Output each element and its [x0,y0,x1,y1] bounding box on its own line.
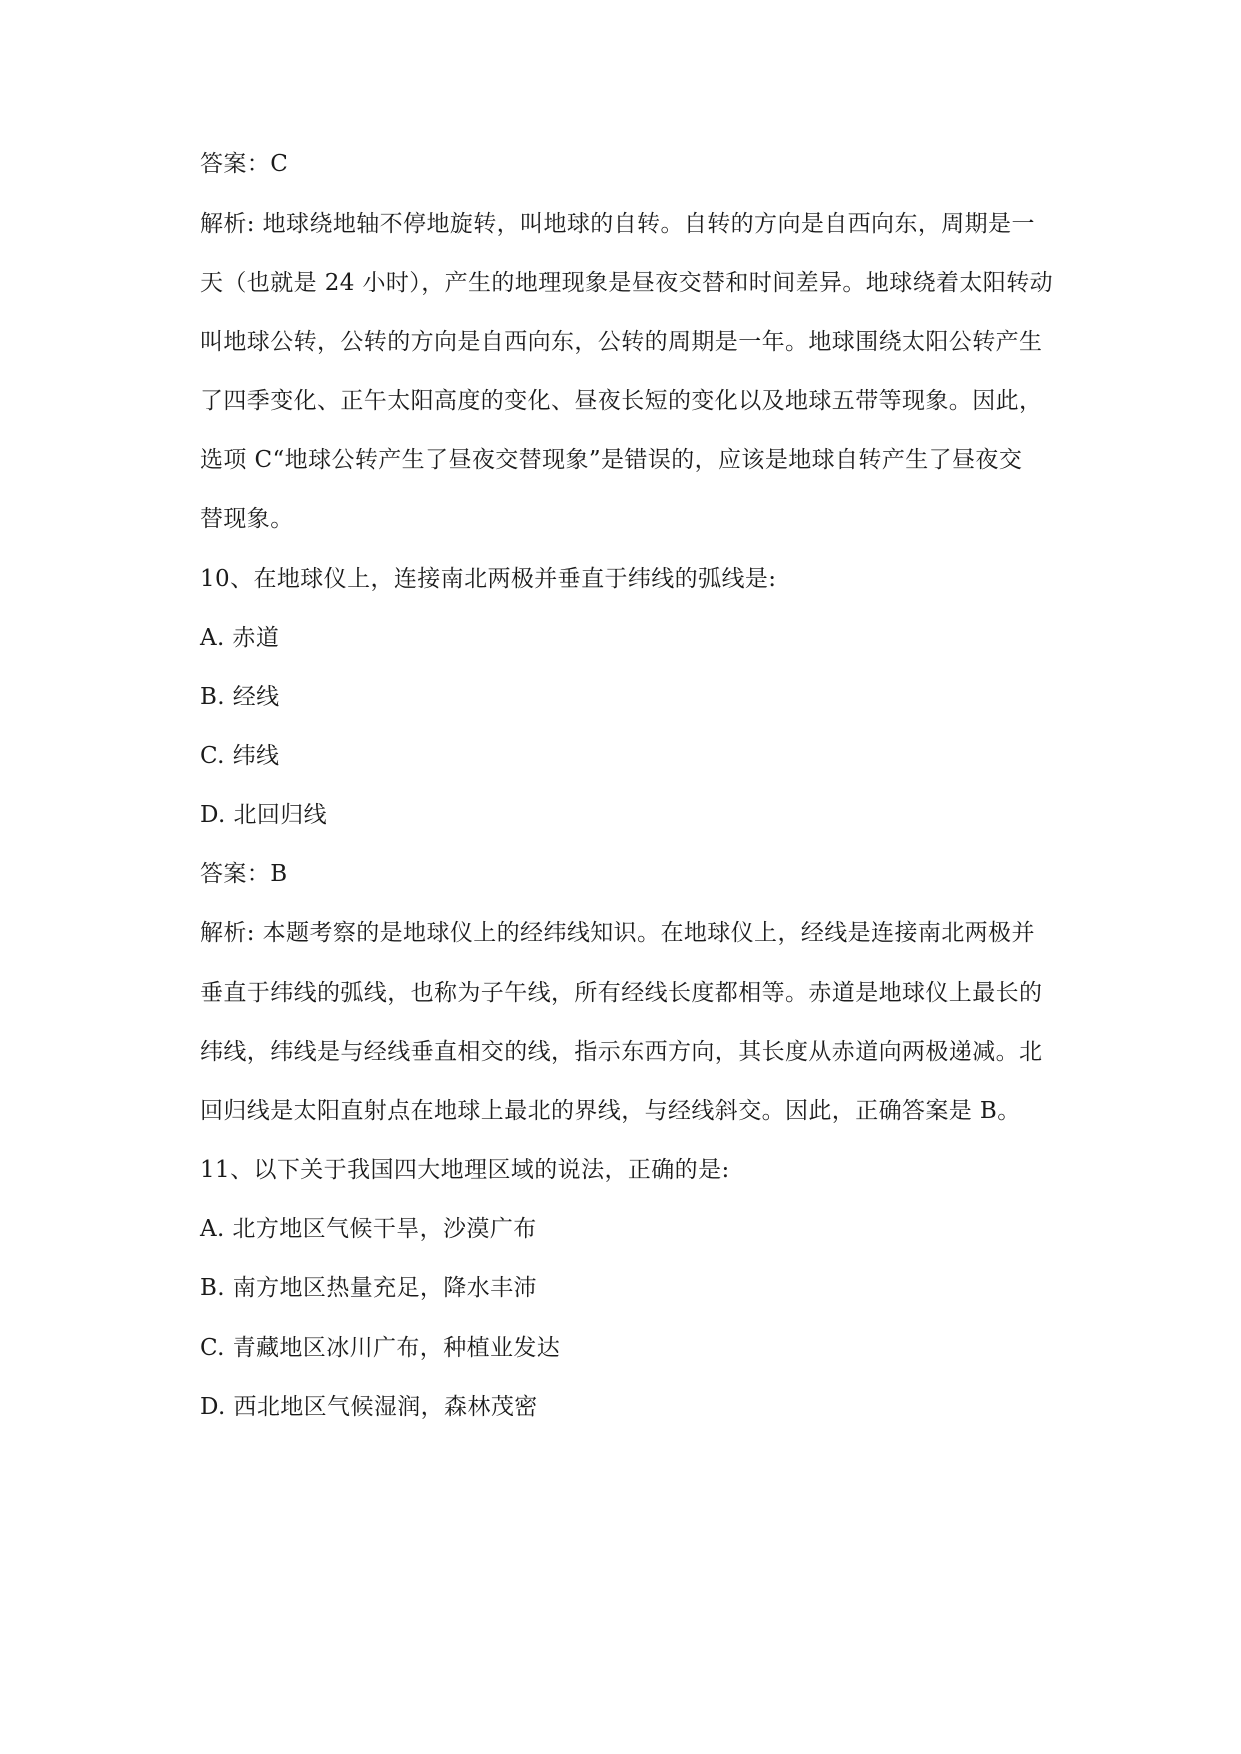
q9-analysis-line: 天（也就是 24 小时），产生的地理现象是昼夜交替和时间差异。地球绕着太阳转动 [200,270,1053,296]
q10-option-b: B. 经线 [200,684,280,710]
q11-option-b: B. 南方地区热量充足，降水丰沛 [200,1275,537,1301]
q10-option-a: A. 赤道 [200,625,280,651]
q10-analysis-line: 解析: 本题考察的是地球仪上的经纬线知识。在地球仪上，经线是连接南北两极并 [200,920,1035,946]
q11-option-a: A. 北方地区气候干旱，沙漠广布 [200,1216,537,1242]
q10-option-c: C. 纬线 [200,743,280,769]
q9-analysis-line: 替现象。 [200,506,294,532]
q9-analysis-line: 选项 C“地球公转产生了昼夜交替现象”是错误的，应该是地球自转产生了昼夜交 [200,447,1023,473]
q11-option-c: C. 青藏地区冰川广布，种植业发达 [200,1335,561,1361]
q11-option-d: D. 西北地区气候湿润，森林茂密 [200,1394,538,1420]
q10-answer: 答案：B [200,861,288,887]
q9-analysis-line: 叫地球公转，公转的方向是自西向东，公转的周期是一年。地球围绕太阳公转产生 [200,329,1043,355]
q9-answer: 答案：C [200,151,289,177]
q10-analysis-line: 纬线，纬线是与经线垂直相交的线，指示东西方向，其长度从赤道向两极递减。北 [200,1039,1043,1065]
q9-analysis-line: 了四季变化、正午太阳高度的变化、昼夜长短的变化以及地球五带等现象。因此， [200,388,1043,414]
q10-question: 10、在地球仪上，连接南北两极并垂直于纬线的弧线是: [200,566,777,592]
q10-option-d: D. 北回归线 [200,802,328,828]
q10-analysis-line: 垂直于纬线的弧线，也称为子午线，所有经线长度都相等。赤道是地球仪上最长的 [200,980,1043,1006]
q10-analysis-line: 回归线是太阳直射点在地球上最北的界线，与经线斜交。因此，正确答案是 B。 [200,1098,1021,1124]
q11-question: 11、以下关于我国四大地理区域的说法，正确的是: [200,1157,730,1183]
q9-analysis-line: 解析: 地球绕地轴不停地旋转，叫地球的自转。自转的方向是自西向东，周期是一 [200,211,1035,237]
